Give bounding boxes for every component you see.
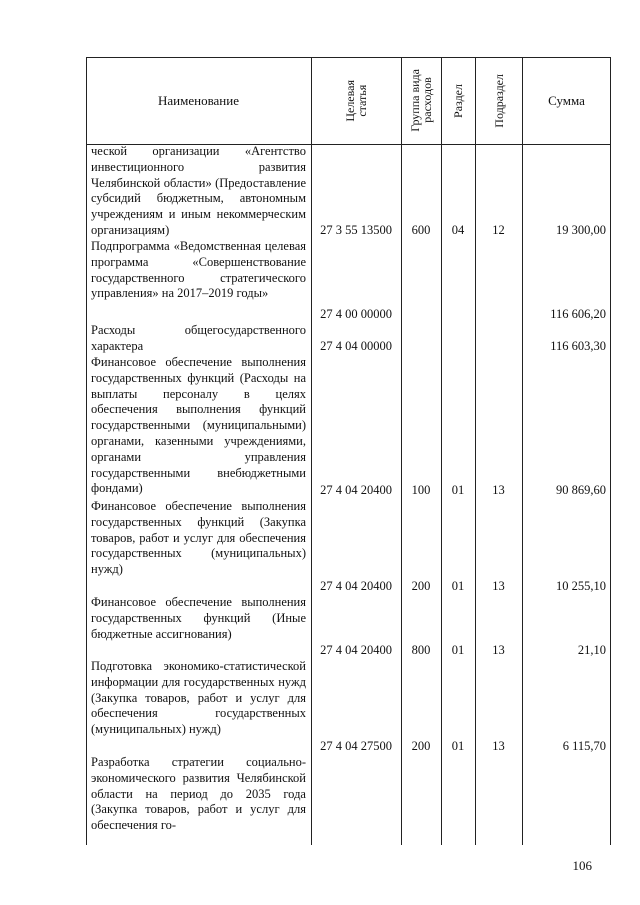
row-sum: 116 606,20 xyxy=(550,307,606,321)
row-name: ческой организации «Агентство инвестиционного развития Челябинской области» (Предоставление субсидий бюджетным, автономным учреждениям и иным некоммерческим организациям) xyxy=(91,144,306,237)
row-code: 27 4 04 20400 xyxy=(320,643,392,657)
header-name: Наименование xyxy=(158,92,239,108)
row-code: 27 4 00 00000 xyxy=(320,307,392,321)
column-divider xyxy=(441,57,442,845)
row-name: Финансовое обеспечение выполнения государственных функций (Иные бюджетные ассигнования) xyxy=(91,595,306,641)
row-section: 01 xyxy=(451,483,465,497)
row-group: 800 xyxy=(411,643,431,657)
table-border-left xyxy=(86,57,87,845)
row-subsection: 12 xyxy=(492,223,505,237)
row-subsection: 13 xyxy=(492,643,505,657)
row-name: Финансовое обеспечение выполнения государственных функций (Расходы на выплаты персоналу в целях обеспечения выполнения функций государственными (муниципальными) органами, казенными учреждениями, органами управления государственными внебюджетными фондами) xyxy=(91,355,306,496)
header-sum: Сумма xyxy=(548,92,585,108)
row-code: 27 3 55 13500 xyxy=(320,223,392,237)
row-name: Подпрограмма «Ведомственная целевая программа «Совершенствование государственного стратегического управления» на 2017–2019 годы» xyxy=(91,239,306,301)
row-code: 27 4 04 20400 xyxy=(320,483,392,497)
budget-table xyxy=(86,57,611,845)
header-subsection-cell xyxy=(475,57,522,144)
row-sum: 10 255,10 xyxy=(556,579,606,593)
row-sum: 19 300,00 xyxy=(556,223,606,237)
row-code: 27 4 04 27500 xyxy=(320,739,392,753)
row-name: Финансовое обеспечение выполнения государственных функций (Закупка товаров, работ и услуг для обеспечения государственных (муниципальных) нужд) xyxy=(91,499,306,577)
header-code-cell xyxy=(311,57,401,144)
column-divider xyxy=(311,57,312,845)
row-name: Подготовка экономико-статистической информации для государственных нужд (Закупка товаров, работ и услуг для обеспечения государственных (муниципальных) нужд) xyxy=(91,659,306,737)
row-sum: 21,10 xyxy=(577,643,606,657)
row-group: 200 xyxy=(411,579,431,593)
row-group: 100 xyxy=(411,483,431,497)
header-subsection: Подраздел xyxy=(491,73,506,128)
header-section: Раздел xyxy=(451,83,465,118)
row-sum: 116 603,30 xyxy=(550,339,606,353)
row-subsection: 13 xyxy=(492,483,505,497)
header-section-cell xyxy=(441,57,475,144)
header-group-cell xyxy=(401,57,441,144)
table-border-right xyxy=(610,57,611,845)
header-code: Целевая статья xyxy=(343,79,369,122)
row-name: Расходы общегосударственного характера xyxy=(91,323,306,353)
column-divider xyxy=(475,57,476,845)
row-section: 04 xyxy=(451,223,465,237)
header-group: Группа вида расходов xyxy=(408,69,434,132)
row-code: 27 4 04 00000 xyxy=(320,339,392,353)
row-sum: 6 115,70 xyxy=(562,739,606,753)
row-name: Разработка стратегии социально-экономического развития Челябинской области на период до 2035 года (Закупка товаров, работ и услуг для обеспечения го- xyxy=(91,755,306,833)
row-code: 27 4 04 20400 xyxy=(320,579,392,593)
page-number: 106 xyxy=(572,858,592,873)
row-section: 01 xyxy=(451,739,465,753)
row-group: 200 xyxy=(411,739,431,753)
row-subsection: 13 xyxy=(492,739,505,753)
column-divider xyxy=(522,57,523,845)
row-section: 01 xyxy=(451,579,465,593)
column-divider xyxy=(401,57,402,845)
row-section: 01 xyxy=(451,643,465,657)
row-group: 600 xyxy=(411,223,431,237)
row-subsection: 13 xyxy=(492,579,505,593)
row-sum: 90 869,60 xyxy=(556,483,606,497)
